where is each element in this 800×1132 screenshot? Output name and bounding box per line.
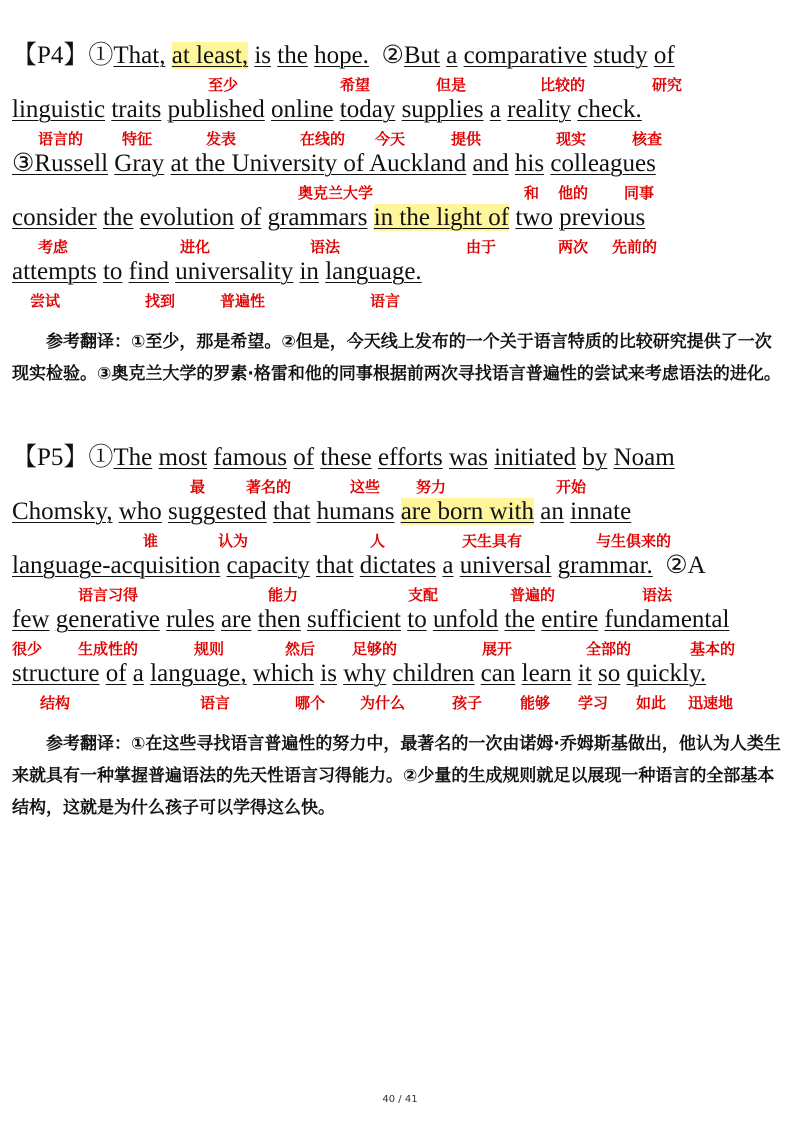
english-word: grammars xyxy=(267,204,368,231)
p4-gloss-1 xyxy=(0,76,800,96)
p5-gloss-2 xyxy=(0,532,800,552)
english-word: hope. xyxy=(314,42,369,69)
english-word: find xyxy=(128,258,169,285)
english-word: is xyxy=(320,660,337,687)
english-word: a xyxy=(489,96,501,123)
punctuation xyxy=(367,204,373,231)
chinese-gloss: 孩子 xyxy=(452,694,483,712)
chinese-gloss: 研究 xyxy=(652,76,683,94)
punctuation: 【P5】① xyxy=(12,444,114,471)
english-word: language-acquisition xyxy=(12,552,221,579)
english-word: published xyxy=(167,96,265,123)
punctuation: ② xyxy=(368,42,404,69)
english-word: a xyxy=(442,552,454,579)
p5-gloss-5 xyxy=(0,694,800,714)
english-word: study xyxy=(593,42,648,69)
p4-gloss-3 xyxy=(0,184,800,204)
english-word: was xyxy=(449,444,488,471)
chinese-gloss: 同事 xyxy=(624,184,655,202)
english-word: language, xyxy=(150,660,247,687)
chinese-gloss: 与生俱来的 xyxy=(596,532,672,550)
english-word: consider xyxy=(12,204,97,231)
page-separator: / xyxy=(395,1094,405,1105)
english-word: efforts xyxy=(377,444,443,471)
p5-gloss-3 xyxy=(0,586,800,606)
english-word: is xyxy=(254,42,272,69)
english-word: entire xyxy=(541,606,599,633)
english-word: famous xyxy=(213,444,288,471)
p4-gloss-5 xyxy=(0,292,800,312)
english-word: of xyxy=(105,660,127,687)
p4-line-5 xyxy=(12,257,422,287)
chinese-gloss: 能够 xyxy=(520,694,551,712)
chinese-gloss: 语言习得 xyxy=(78,586,139,604)
chinese-gloss: 今天 xyxy=(375,130,406,148)
p4-translation: 参考翻译：①至少，那是希望。②但是，今天线上发布的一个关于语言特质的比较研究提供了一次现实检验。③奥克兰大学的罗素·格雷和他的同事根据前两次寻找语言普遍性的尝试来考虑语法的进化。 xyxy=(12,332,781,384)
page-total: 41 xyxy=(404,1094,418,1105)
english-word: dictates xyxy=(359,552,437,579)
english-word: comparative xyxy=(463,42,588,69)
p4-line-1 xyxy=(12,41,675,71)
english-word: fundamental xyxy=(604,606,730,633)
punctuation xyxy=(394,498,400,525)
chinese-gloss: 发表 xyxy=(206,130,237,148)
english-word: linguistic xyxy=(12,96,106,123)
english-word: few xyxy=(12,606,50,633)
highlighted-phrase: in the light of xyxy=(373,204,510,231)
chinese-gloss: 开始 xyxy=(556,478,587,496)
chinese-gloss: 现实 xyxy=(556,130,587,148)
chinese-gloss: 在线的 xyxy=(300,130,346,148)
chinese-gloss: 找到 xyxy=(145,292,176,310)
english-word: Noam xyxy=(613,444,675,471)
english-word: who xyxy=(118,498,162,525)
english-word: grammar. xyxy=(557,552,653,579)
english-word: in xyxy=(299,258,319,285)
chinese-gloss: 基本的 xyxy=(690,640,736,658)
chinese-gloss: 人 xyxy=(370,532,386,550)
english-word: and xyxy=(472,150,509,177)
chinese-gloss: 但是 xyxy=(436,76,467,94)
chinese-gloss: 展开 xyxy=(482,640,513,658)
chinese-gloss: 足够的 xyxy=(352,640,398,658)
chinese-gloss: 全部的 xyxy=(586,640,632,658)
chinese-gloss: 核查 xyxy=(632,130,663,148)
english-word: then xyxy=(257,606,301,633)
chinese-gloss: 学习 xyxy=(578,694,609,712)
chinese-gloss: 先前的 xyxy=(612,238,658,256)
english-word: Chomsky, xyxy=(12,498,113,525)
english-word: unfold xyxy=(432,606,499,633)
punctuation xyxy=(165,42,171,69)
chinese-gloss: 规则 xyxy=(194,640,225,658)
chinese-gloss: 考虑 xyxy=(38,238,69,256)
english-word: capacity xyxy=(226,552,310,579)
p5-line-3 xyxy=(12,551,706,581)
english-word: innate xyxy=(570,498,632,525)
chinese-gloss: 然后 xyxy=(285,640,316,658)
chinese-gloss: 谁 xyxy=(143,532,159,550)
p5-line-4 xyxy=(12,605,729,635)
english-word: by xyxy=(582,444,608,471)
chinese-gloss: 比较的 xyxy=(540,76,586,94)
english-word: which xyxy=(252,660,314,687)
chinese-gloss: 支配 xyxy=(408,586,439,604)
chinese-gloss: 他的 xyxy=(558,184,589,202)
chinese-gloss: 结构 xyxy=(40,694,71,712)
english-word: two xyxy=(515,204,553,231)
chinese-gloss: 努力 xyxy=(416,478,447,496)
chinese-gloss: 能力 xyxy=(268,586,299,604)
english-word: a xyxy=(132,660,144,687)
p5-gloss-4 xyxy=(0,640,800,660)
english-word: traits xyxy=(111,96,162,123)
chinese-gloss: 很少 xyxy=(12,640,43,658)
english-word: ③Russell xyxy=(12,150,109,177)
chinese-gloss: 希望 xyxy=(340,76,371,94)
english-word: his xyxy=(514,150,545,177)
p4-line-2 xyxy=(12,95,642,125)
chinese-gloss: 和 xyxy=(524,184,540,202)
p5-line-5 xyxy=(12,659,706,689)
english-word: of xyxy=(240,204,262,231)
english-word: today xyxy=(339,96,396,123)
p5-line-1 xyxy=(12,443,675,473)
chinese-gloss: 哪个 xyxy=(295,694,326,712)
p5-translation: 参考翻译：①在这些寻找语言普遍性的努力中，最著名的一次由诺姆·乔姆斯基做出，他认为人类生来就具有一种掌握普遍语法的先天性语言习得能力。②少量的生成规则就足以展现一种语言的全部基本结构，这就是为什么孩子可以学得这么快。 xyxy=(12,734,781,818)
english-word: a xyxy=(446,42,458,69)
chinese-gloss: 普遍的 xyxy=(510,586,556,604)
chinese-gloss: 普遍性 xyxy=(220,292,266,310)
english-word: rules xyxy=(166,606,215,633)
english-word: sufficient xyxy=(307,606,401,633)
english-word: are xyxy=(220,606,252,633)
english-word: language. xyxy=(325,258,422,285)
english-word: initiated xyxy=(494,444,577,471)
chinese-gloss: 语法 xyxy=(310,238,341,256)
english-word: reality xyxy=(507,96,571,123)
english-word: attempts xyxy=(12,258,97,285)
english-word: online xyxy=(271,96,334,123)
english-word: previous xyxy=(559,204,646,231)
page-number xyxy=(0,1094,800,1105)
chinese-gloss: 著名的 xyxy=(246,478,292,496)
chinese-gloss: 语言 xyxy=(200,694,231,712)
punctuation: ②A xyxy=(652,552,706,579)
chinese-gloss: 认为 xyxy=(218,532,249,550)
english-word: to xyxy=(407,606,427,633)
chinese-gloss: 尝试 xyxy=(30,292,61,310)
english-word: that xyxy=(272,498,311,525)
punctuation: 【P4】① xyxy=(12,42,114,69)
english-word: The xyxy=(113,444,153,471)
english-word: the xyxy=(504,606,536,633)
chinese-gloss: 特征 xyxy=(122,130,153,148)
english-word: check. xyxy=(577,96,642,123)
highlighted-phrase: at least, xyxy=(171,42,249,69)
chinese-gloss: 最 xyxy=(190,478,206,496)
english-word: the xyxy=(277,42,308,69)
english-word: generative xyxy=(55,606,160,633)
chinese-gloss: 语法 xyxy=(642,586,673,604)
english-word: the xyxy=(102,204,134,231)
english-word: quickly. xyxy=(626,660,707,687)
chinese-gloss: 这些 xyxy=(350,478,381,496)
chinese-gloss: 由于 xyxy=(466,238,497,256)
p5-line-2 xyxy=(12,497,631,527)
english-word: structure xyxy=(12,660,100,687)
english-word: That, xyxy=(113,42,166,69)
chinese-gloss: 为什么 xyxy=(360,694,406,712)
english-word: evolution xyxy=(139,204,235,231)
english-word: supplies xyxy=(401,96,484,123)
english-word: these xyxy=(320,444,372,471)
chinese-gloss: 提供 xyxy=(451,130,482,148)
chinese-gloss: 语言的 xyxy=(38,130,84,148)
english-word: so xyxy=(598,660,621,687)
english-word: at the University of Auckland xyxy=(170,150,467,177)
chinese-gloss: 至少 xyxy=(208,76,239,94)
page-current: 40 xyxy=(382,1094,396,1105)
english-word: learn xyxy=(521,660,572,687)
english-word: why xyxy=(343,660,387,687)
english-word: can xyxy=(480,660,516,687)
chinese-gloss: 天生具有 xyxy=(462,532,523,550)
english-word: But xyxy=(403,42,440,69)
chinese-gloss: 如此 xyxy=(636,694,667,712)
english-word: most xyxy=(158,444,208,471)
english-word: children xyxy=(392,660,475,687)
chinese-gloss: 生成性的 xyxy=(78,640,139,658)
english-word: humans xyxy=(316,498,395,525)
english-word: it xyxy=(577,660,592,687)
p4-gloss-4 xyxy=(0,238,800,258)
english-word: of xyxy=(653,42,675,69)
english-word: that xyxy=(316,552,354,579)
p5-gloss-1 xyxy=(0,478,800,498)
english-word: to xyxy=(102,258,123,285)
english-word: of xyxy=(293,444,315,471)
english-word: universality xyxy=(175,258,294,285)
p4-line-4 xyxy=(12,203,645,233)
chinese-gloss: 奥克兰大学 xyxy=(298,184,374,202)
english-word: universal xyxy=(459,552,552,579)
chinese-gloss: 语言 xyxy=(370,292,401,310)
english-word: colleagues xyxy=(550,150,656,177)
p4-line-3 xyxy=(12,149,656,179)
chinese-gloss: 进化 xyxy=(180,238,211,256)
english-word: an xyxy=(540,498,564,525)
chinese-gloss: 迅速地 xyxy=(688,694,734,712)
english-word: suggested xyxy=(168,498,267,525)
chinese-gloss: 两次 xyxy=(558,238,589,256)
p4-gloss-2 xyxy=(0,130,800,150)
english-word: Gray xyxy=(114,150,165,177)
highlighted-phrase: are born with xyxy=(400,498,534,525)
